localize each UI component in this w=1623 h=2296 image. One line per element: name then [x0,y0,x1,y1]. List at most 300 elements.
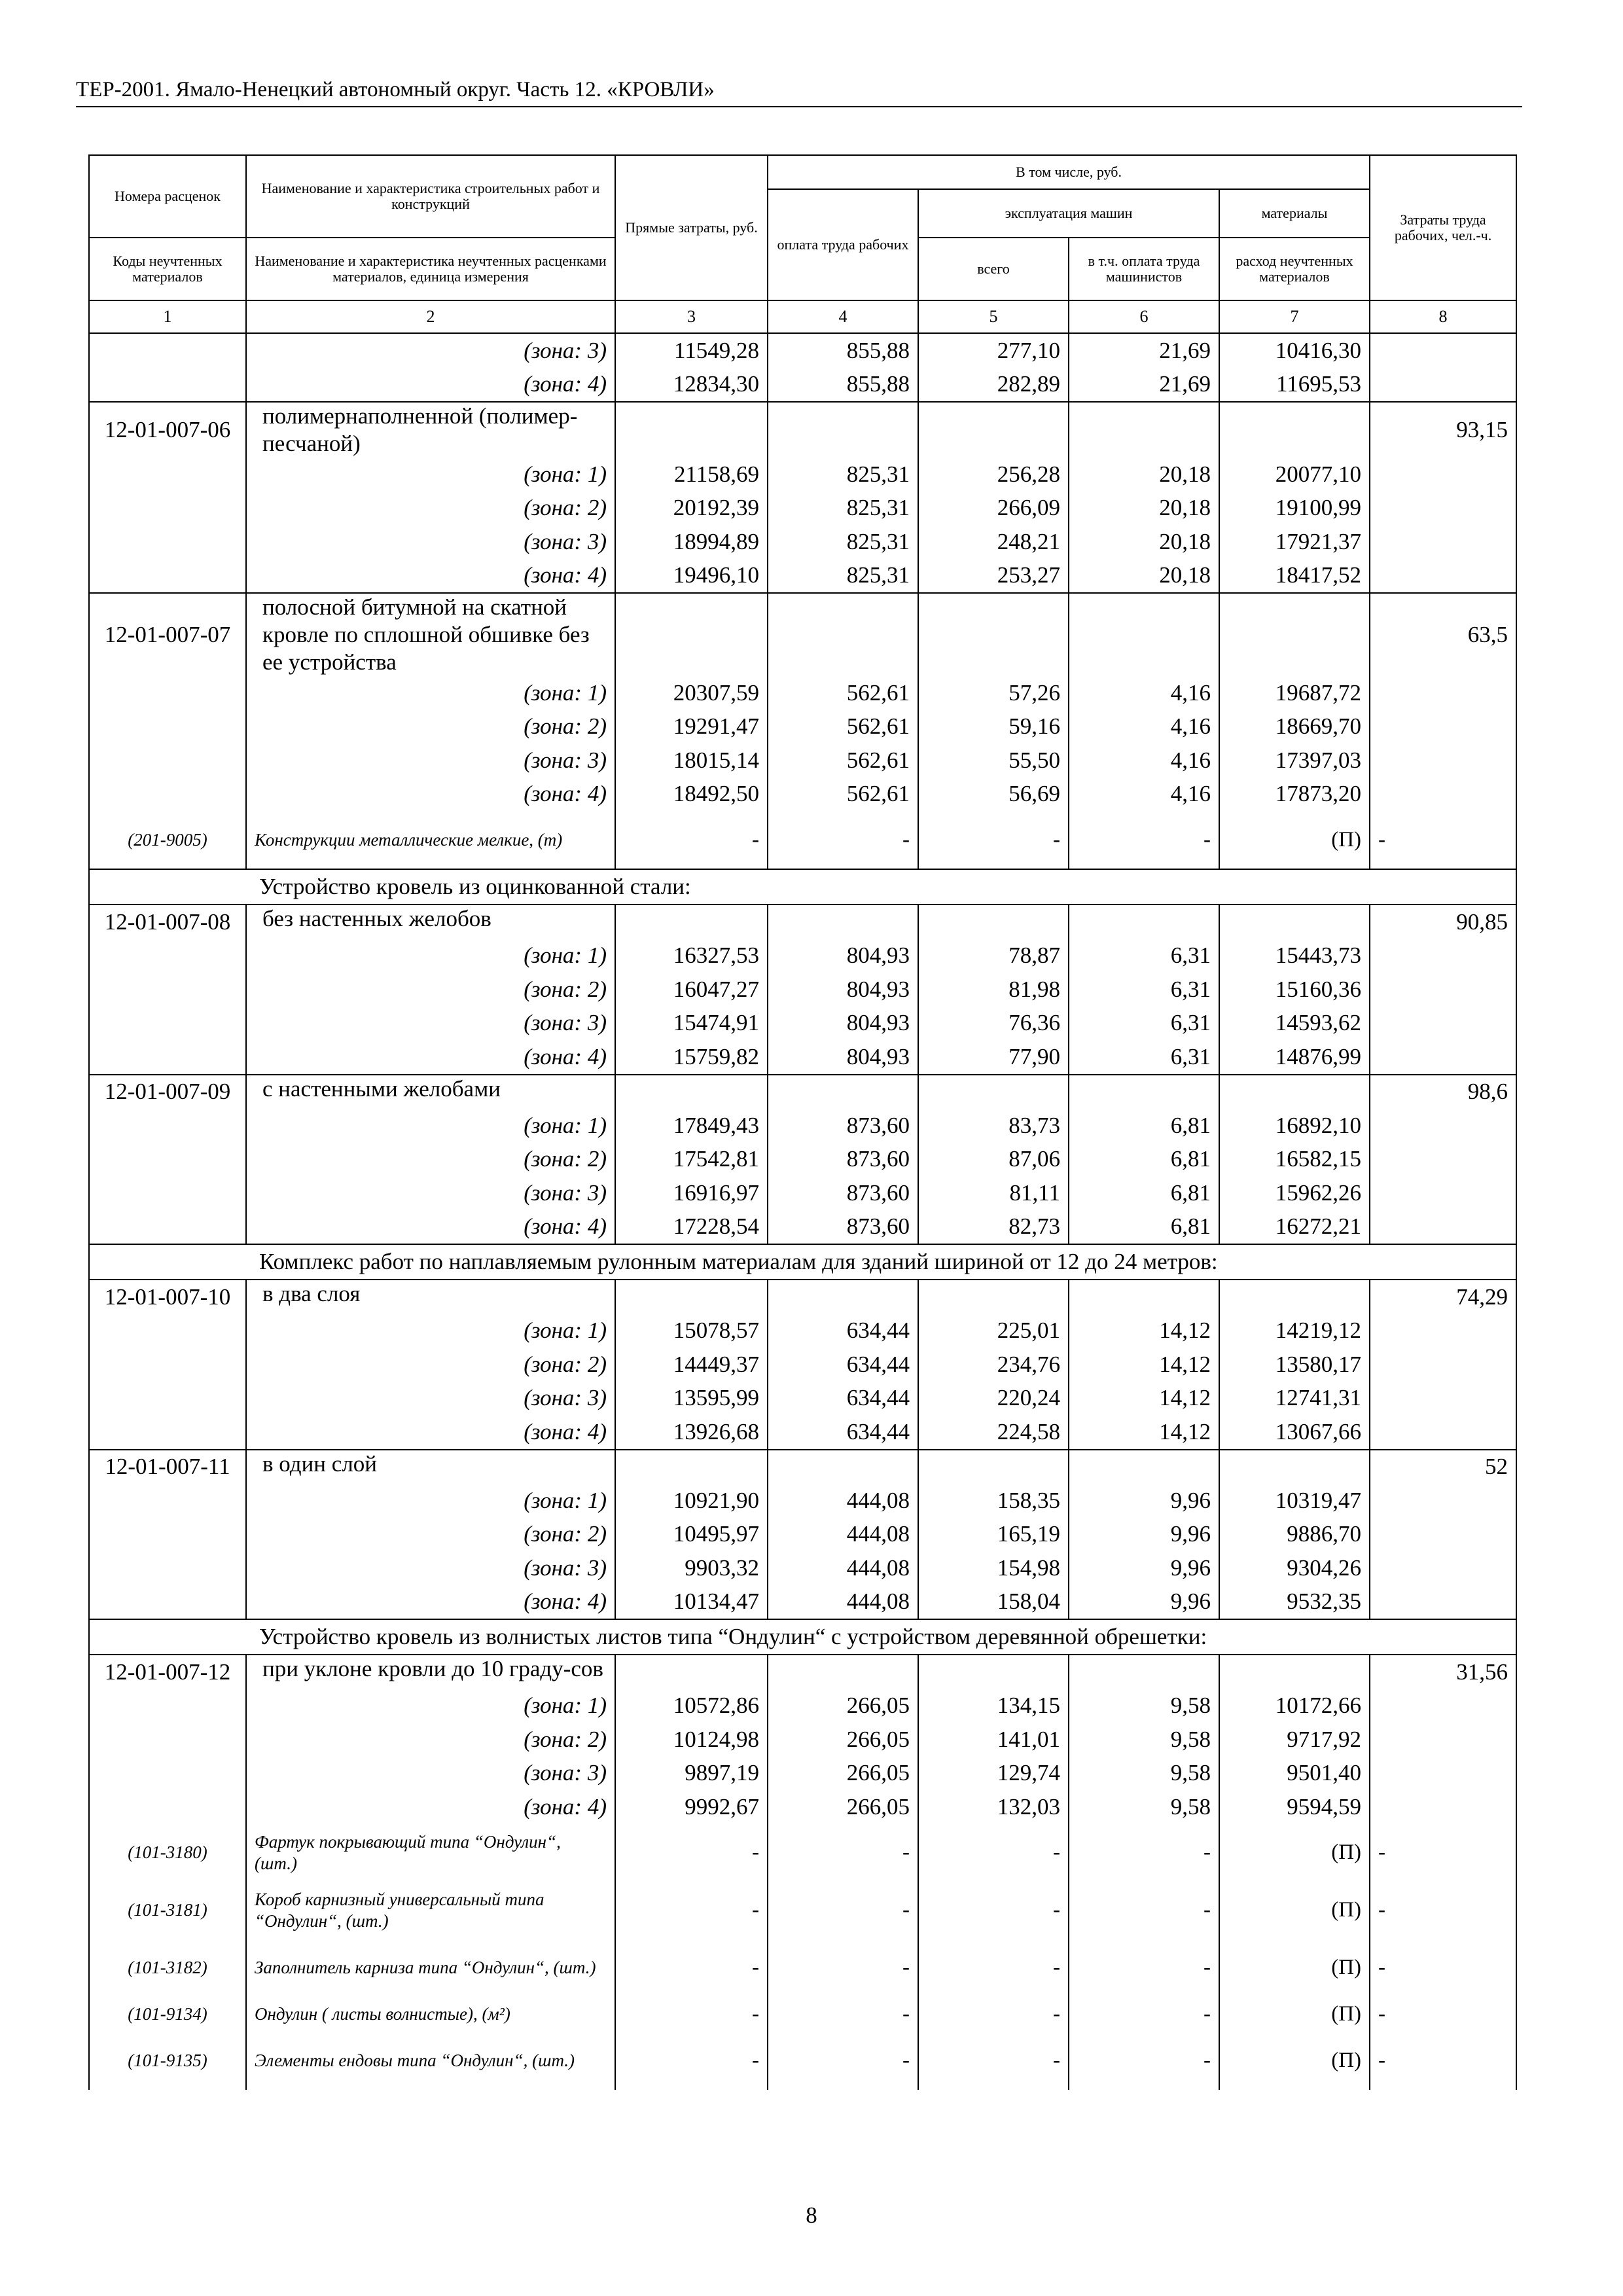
value-cell: 634,44 [768,1382,918,1416]
zone-label: (зона: 4) [246,1790,615,1824]
empty-cell [768,593,918,676]
value-cell: 804,93 [768,939,918,973]
material-row [89,2032,1516,2090]
value-cell: 20192,39 [615,492,768,526]
empty-cell [768,1655,918,1689]
empty-cell [918,402,1069,457]
labor-value: 63,5 [1370,593,1516,676]
empty-cell [768,402,918,457]
value-cell: 83,73 [918,1109,1069,1143]
value-cell: 15962,26 [1219,1176,1370,1210]
material-code: (101-9135) [89,2032,246,2090]
col-labor-pay: оплата труда рабочих [768,189,918,300]
value-cell: 17921,37 [1219,525,1370,559]
empty-cell [615,905,768,939]
col-num: 1 [89,300,246,333]
value-cell: - [615,1882,768,1939]
section-cell [89,1244,1516,1280]
value-cell: 6,81 [1069,1109,1219,1143]
value-cell: 855,88 [768,368,918,403]
empty-cell [89,525,246,559]
value-cell: 13067,66 [1219,1415,1370,1450]
empty-cell [1370,1723,1516,1757]
empty-cell [1370,1689,1516,1723]
item-name: полосной битумной на скатной кровле по сплошной обшивке без ее устройства [246,593,615,676]
value-cell: - [918,1997,1069,2032]
empty-cell [89,1415,246,1450]
value-cell: 9,96 [1069,1585,1219,1620]
empty-cell [89,1585,246,1620]
zone-row [89,1109,1516,1143]
empty-cell [1370,1382,1516,1416]
value-cell: 20,18 [1069,525,1219,559]
item-row [89,1655,1516,1689]
item-code: 12-01-007-09 [89,1075,246,1109]
value-cell: (П) [1219,811,1370,869]
material-row [89,1997,1516,2032]
value-cell: 19496,10 [615,559,768,594]
value-cell: 444,08 [768,1518,918,1552]
zone-label: (зона: 3) [246,1176,615,1210]
zone-row [89,1040,1516,1075]
empty-cell [1370,676,1516,710]
empty-cell [89,778,246,812]
empty-cell [1219,1655,1370,1689]
value-cell: 9,96 [1069,1484,1219,1518]
value-cell: - [1370,1882,1516,1939]
zone-row [89,1007,1516,1041]
zone-row [89,1176,1516,1210]
value-cell: 9897,19 [615,1757,768,1791]
value-cell: 19687,72 [1219,676,1370,710]
value-cell: 562,61 [768,778,918,812]
zone-label: (зона: 1) [246,676,615,710]
value-cell: 10572,86 [615,1689,768,1723]
value-cell: 9,58 [1069,1689,1219,1723]
empty-cell [1370,1415,1516,1450]
value-cell: 82,73 [918,1210,1069,1245]
value-cell: 224,58 [918,1415,1069,1450]
section-cell [89,869,1516,905]
zone-label: (зона: 3) [246,1551,615,1585]
value-cell: 9,58 [1069,1723,1219,1757]
value-cell: 248,21 [918,525,1069,559]
empty-cell [1370,559,1516,594]
value-cell: 10416,30 [1219,333,1370,368]
material-code: (101-3181) [89,1882,246,1939]
value-cell: 873,60 [768,1109,918,1143]
empty-cell [1370,368,1516,403]
empty-cell [1069,1450,1219,1484]
value-cell: - [1370,2032,1516,2090]
value-cell: - [918,811,1069,869]
section-cell [89,1619,1516,1655]
value-cell: 873,60 [768,1210,918,1245]
zone-label: (зона: 4) [246,1210,615,1245]
value-cell: 9992,67 [615,1790,768,1824]
labor-value: 52 [1370,1450,1516,1484]
value-cell: - [768,1997,918,2032]
zone-label: (зона: 4) [246,559,615,594]
zone-label: (зона: 2) [246,1348,615,1382]
empty-cell [1069,1280,1219,1314]
value-cell: - [1370,811,1516,869]
value-cell: 825,31 [768,525,918,559]
material-code: (101-9134) [89,1997,246,2032]
value-cell: - [615,1939,768,1997]
labor-value: 98,6 [1370,1075,1516,1109]
empty-cell [918,1655,1069,1689]
empty-cell [1370,1790,1516,1824]
empty-cell [89,559,246,594]
value-cell: 20,18 [1069,559,1219,594]
empty-cell [1370,710,1516,744]
empty-cell [1370,492,1516,526]
value-cell: (П) [1219,2032,1370,2090]
labor-value: 31,56 [1370,1655,1516,1689]
section-row [89,1619,1516,1655]
empty-cell [89,1790,246,1824]
value-cell: 55,50 [918,744,1069,778]
value-cell: 18417,52 [1219,559,1370,594]
empty-cell [89,1551,246,1585]
material-row [89,1824,1516,1882]
value-cell: 804,93 [768,1007,918,1041]
value-cell: 16047,27 [615,973,768,1007]
value-cell: - [918,1824,1069,1882]
value-cell: 18492,50 [615,778,768,812]
value-cell: - [1069,1997,1219,2032]
value-cell: 220,24 [918,1382,1069,1416]
empty-cell [1370,1518,1516,1552]
value-cell: 21158,69 [615,457,768,492]
value-cell: 10124,98 [615,1723,768,1757]
item-code: 12-01-007-06 [89,402,246,457]
zone-row [89,1382,1516,1416]
zone-label: (зона: 1) [246,1689,615,1723]
empty-cell [768,1075,918,1109]
zone-row [89,1689,1516,1723]
item-row [89,593,1516,676]
value-cell: - [1069,1939,1219,1997]
value-cell: 444,08 [768,1484,918,1518]
empty-cell [89,368,246,403]
empty-cell [918,1280,1069,1314]
value-cell: 10134,47 [615,1585,768,1620]
empty-cell [89,1348,246,1382]
empty-cell [89,1689,246,1723]
empty-cell [1370,939,1516,973]
item-row [89,402,1516,457]
item-row [89,1075,1516,1109]
value-cell: 17228,54 [615,1210,768,1245]
value-cell: - [768,2032,918,2090]
col-num: 8 [1370,300,1516,333]
value-cell: 14,12 [1069,1348,1219,1382]
empty-cell [768,1450,918,1484]
empty-cell [1370,1109,1516,1143]
value-cell: 6,81 [1069,1143,1219,1177]
value-cell: 253,27 [918,559,1069,594]
value-cell: 19100,99 [1219,492,1370,526]
zone-label: (зона: 1) [246,1109,615,1143]
value-cell: 154,98 [918,1551,1069,1585]
empty-cell [1370,1210,1516,1245]
value-cell: 11549,28 [615,333,768,368]
value-cell: 20,18 [1069,457,1219,492]
empty-cell [615,593,768,676]
value-cell: 6,81 [1069,1210,1219,1245]
value-cell: 21,69 [1069,368,1219,403]
empty-cell [89,492,246,526]
value-cell: 56,69 [918,778,1069,812]
empty-cell [89,1040,246,1075]
value-cell: - [1370,1939,1516,1997]
empty-cell [1370,1007,1516,1041]
item-name: в один слой [246,1450,615,1484]
value-cell: 562,61 [768,676,918,710]
material-name: Ондулин ( листы волнистые), (м²) [246,1997,615,2032]
zone-row [89,1314,1516,1348]
col-incl: В том числе, руб. [768,155,1370,189]
value-cell: - [615,1824,768,1882]
value-cell: 15759,82 [615,1040,768,1075]
value-cell: 129,74 [918,1757,1069,1791]
zone-row [89,333,1516,368]
zone-row [89,1348,1516,1382]
value-cell: 16327,53 [615,939,768,973]
empty-cell [768,1280,918,1314]
zone-row [89,939,1516,973]
value-cell: - [615,1997,768,2032]
zone-label: (зона: 2) [246,1518,615,1552]
col-name-top: Наименование и характеристика строительных работ и конструкций [246,155,615,238]
empty-cell [918,905,1069,939]
section-row [89,1244,1516,1280]
col-num: 7 [1219,300,1370,333]
value-cell: 14,12 [1069,1415,1219,1450]
empty-cell [89,1757,246,1791]
item-row [89,905,1516,939]
value-cell: 20,18 [1069,492,1219,526]
value-cell: 17873,20 [1219,778,1370,812]
labor-value: 93,15 [1370,402,1516,457]
value-cell: 158,04 [918,1585,1069,1620]
value-cell: 266,05 [768,1757,918,1791]
value-cell: (П) [1219,1997,1370,2032]
empty-cell [89,939,246,973]
value-cell: 87,06 [918,1143,1069,1177]
value-cell: - [768,1939,918,1997]
value-cell: 825,31 [768,492,918,526]
empty-cell [1370,973,1516,1007]
item-code: 12-01-007-10 [89,1280,246,1314]
labor-value: 74,29 [1370,1280,1516,1314]
value-cell: 16272,21 [1219,1210,1370,1245]
value-cell: 141,01 [918,1723,1069,1757]
value-cell: 17397,03 [1219,744,1370,778]
zone-row [89,457,1516,492]
value-cell: 15078,57 [615,1314,768,1348]
empty-cell [89,1484,246,1518]
empty-cell [1069,1655,1219,1689]
value-cell: 11695,53 [1219,368,1370,403]
value-cell: 444,08 [768,1585,918,1620]
empty-cell [615,1655,768,1689]
empty-cell [1370,778,1516,812]
value-cell: 18669,70 [1219,710,1370,744]
value-cell: 4,16 [1069,778,1219,812]
empty-cell [1370,744,1516,778]
empty-cell [1370,1484,1516,1518]
value-cell: 6,31 [1069,1007,1219,1041]
zone-row [89,1585,1516,1620]
item-name: полимернаполненной (полимер-песчаной) [246,402,615,457]
zone-label: (зона: 4) [246,368,615,403]
value-cell: 256,28 [918,457,1069,492]
value-cell: 225,01 [918,1314,1069,1348]
item-row [89,1450,1516,1484]
zone-row [89,1723,1516,1757]
value-cell: - [768,811,918,869]
value-cell: 17542,81 [615,1143,768,1177]
value-cell: 634,44 [768,1348,918,1382]
value-cell: 4,16 [1069,710,1219,744]
material-code: (101-3182) [89,1939,246,1997]
empty-cell [1219,1450,1370,1484]
value-cell: 19291,47 [615,710,768,744]
item-name: при уклоне кровли до 10 граду-сов [246,1655,615,1689]
zone-row [89,1415,1516,1450]
empty-cell [89,1007,246,1041]
empty-cell [89,1143,246,1177]
value-cell: - [918,1882,1069,1939]
empty-cell [1219,593,1370,676]
zone-row [89,710,1516,744]
value-cell: 855,88 [768,333,918,368]
col-labor-cost: Затраты труда рабочих, чел.-ч. [1370,155,1516,300]
empty-cell [89,457,246,492]
value-cell: 21,69 [1069,333,1219,368]
empty-cell [1219,1075,1370,1109]
zone-label: (зона: 2) [246,973,615,1007]
column-numbers [89,300,1516,333]
zone-row [89,1551,1516,1585]
material-name: Заполнитель карниза типа “Ондулин“, (шт.) [246,1939,615,1997]
value-cell: 14,12 [1069,1382,1219,1416]
value-cell: - [768,1824,918,1882]
value-cell: 562,61 [768,744,918,778]
zone-label: (зона: 2) [246,492,615,526]
material-code: (101-3180) [89,1824,246,1882]
value-cell: 10495,97 [615,1518,768,1552]
value-cell: 6,31 [1069,939,1219,973]
value-cell: 9304,26 [1219,1551,1370,1585]
value-cell: 6,31 [1069,1040,1219,1075]
empty-cell [89,1210,246,1245]
value-cell: 9717,92 [1219,1723,1370,1757]
empty-cell [1370,1757,1516,1791]
value-cell: 277,10 [918,333,1069,368]
zone-row [89,973,1516,1007]
value-cell: (П) [1219,1882,1370,1939]
material-row [89,1882,1516,1939]
page-header: ТЕР-2001. Ямало-Ненецкий автономный округ. Часть 12. «КРОВЛИ» [76,73,1522,107]
value-cell: 14876,99 [1219,1040,1370,1075]
zone-row [89,492,1516,526]
zone-label: (зона: 2) [246,1723,615,1757]
empty-cell [89,744,246,778]
value-cell: 132,03 [918,1790,1069,1824]
col-num: 5 [918,300,1069,333]
empty-cell [1370,1585,1516,1620]
section-title: Комплекс работ по наплавляемым рулонным материалам для зданий шириной от 12 до 24 метров: [259,1249,1218,1274]
value-cell: 825,31 [768,559,918,594]
value-cell: 81,11 [918,1176,1069,1210]
value-cell: 134,15 [918,1689,1069,1723]
value-cell: 873,60 [768,1176,918,1210]
zone-label: (зона: 3) [246,744,615,778]
value-cell: - [768,1882,918,1939]
zone-label: (зона: 4) [246,778,615,812]
item-name: без настенных желобов [246,905,615,939]
empty-cell [1069,402,1219,457]
col-num: 2 [246,300,615,333]
empty-cell [89,1176,246,1210]
zone-label: (зона: 3) [246,333,615,368]
value-cell: 634,44 [768,1314,918,1348]
zone-label: (зона: 3) [246,525,615,559]
labor-value: 90,85 [1370,905,1516,939]
material-row [89,1939,1516,1997]
empty-cell [1069,593,1219,676]
value-cell: 9,58 [1069,1757,1219,1791]
empty-cell [89,1382,246,1416]
col-num: 4 [768,300,918,333]
zone-row [89,1518,1516,1552]
value-cell: 13595,99 [615,1382,768,1416]
section-title: Устройство кровель из волнистых листов типа “Ондулин“ с устройством деревянной обрешетки: [259,1624,1207,1649]
zone-label: (зона: 2) [246,710,615,744]
value-cell: 18994,89 [615,525,768,559]
zone-row [89,368,1516,403]
value-cell: - [918,2032,1069,2090]
value-cell: - [1370,1824,1516,1882]
empty-cell [1069,905,1219,939]
zone-label: (зона: 2) [246,1143,615,1177]
item-name: с настенными желобами [246,1075,615,1109]
price-table [88,154,1517,2090]
empty-cell [918,593,1069,676]
zone-row [89,744,1516,778]
empty-cell [1370,1040,1516,1075]
value-cell: 282,89 [918,368,1069,403]
col-direct: Прямые затраты, руб. [615,155,768,300]
col-materials: материалы [1219,189,1370,238]
value-cell: - [615,2032,768,2090]
zone-label: (зона: 4) [246,1585,615,1620]
empty-cell [1370,457,1516,492]
zone-label: (зона: 3) [246,1382,615,1416]
empty-cell [89,1314,246,1348]
value-cell: (П) [1219,1824,1370,1882]
value-cell: 15443,73 [1219,939,1370,973]
value-cell: 13580,17 [1219,1348,1370,1382]
value-cell: 266,05 [768,1723,918,1757]
value-cell: 14219,12 [1219,1314,1370,1348]
empty-cell [1370,525,1516,559]
col-num: 3 [615,300,768,333]
